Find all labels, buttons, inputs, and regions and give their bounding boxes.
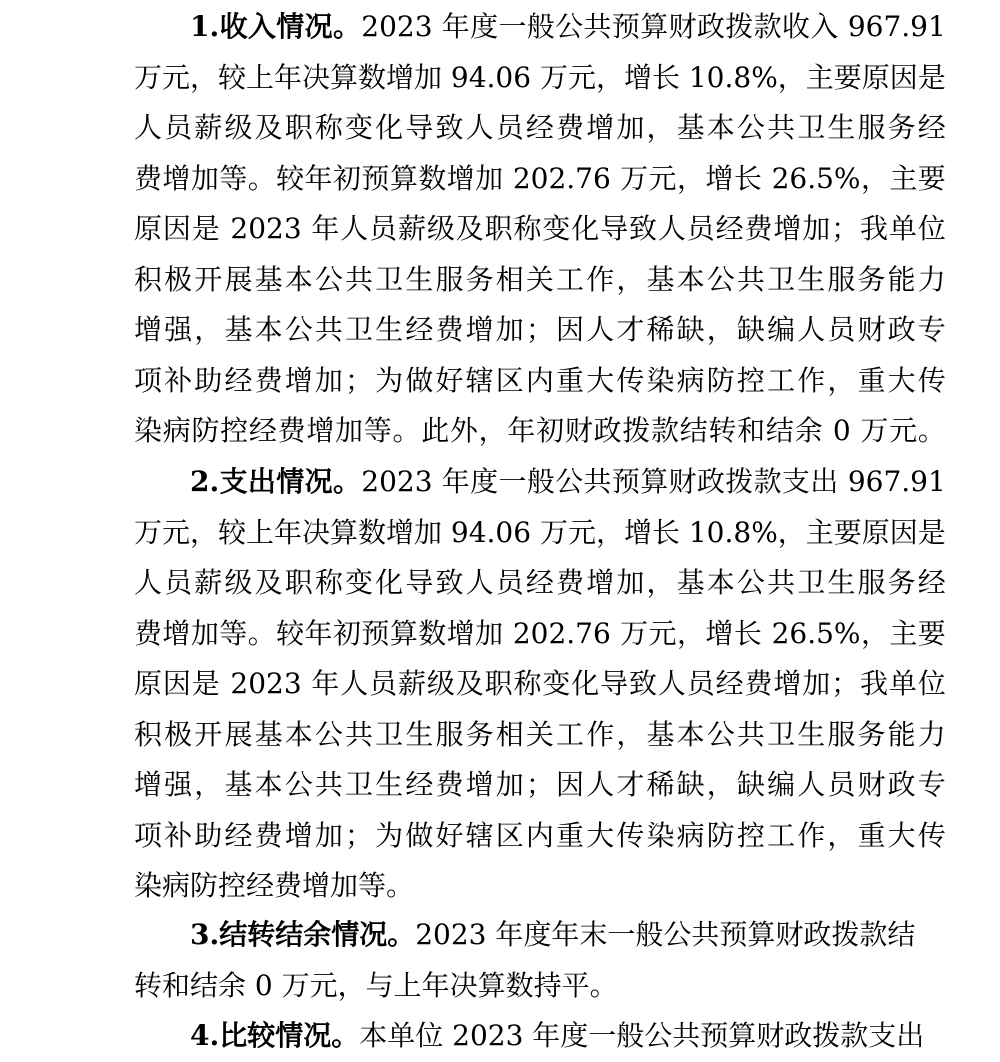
paragraph-line: 万元，较上年决算数增加 94.06 万元，增长 10.8%，主要原因是 (134, 60, 946, 94)
paragraph-line: 原因是 2023 年人员薪级及职称变化导致人员经费增加；我单位 (134, 667, 946, 700)
section-carryover (134, 910, 915, 1011)
paragraph-line: 2.支出情况。2023 年度一般公共预算财政拨款支出 967.91 (190, 465, 946, 498)
section-heading: 3.结转结余情况。 (190, 918, 416, 951)
paragraph-line: 4.比较情况。本单位 2023 年度一般公共预算财政拨款支出 (190, 1019, 925, 1052)
section-heading: 4.比较情况。 (190, 1019, 360, 1052)
paragraph-line: 人员薪级及职称变化导致人员经费增加，基本公共卫生服务经 (134, 566, 946, 599)
paragraph-line: 增强，基本公共卫生经费增加；因人才稀缺，缺编人员财政专 (134, 313, 946, 346)
paragraph-line: 费增加等。较年初预算数增加 202.76 万元，增长 26.5%，主要 (134, 616, 946, 650)
paragraph-line: 积极开展基本公共卫生服务相关工作，基本公共卫生服务能力 (134, 717, 946, 751)
paragraph-line: 万元，较上年决算数增加 94.06 万元，增长 10.8%，主要原因是 (134, 515, 946, 549)
paragraph-line: 染病防控经费增加等。 (134, 869, 415, 902)
section-heading: 1.收入情况。 (190, 10, 362, 43)
paragraph-line: 1.收入情况。2023 年度一般公共预算财政拨款收入 967.91 (190, 10, 946, 43)
section-heading: 2.支出情况。 (190, 465, 362, 498)
paragraph-line: 积极开展基本公共卫生服务相关工作，基本公共卫生服务能力 (134, 262, 946, 296)
paragraph-line: 3.结转结余情况。2023 年度年末一般公共预算财政拨款结 (190, 918, 916, 951)
paragraph-line: 项补助经费增加；为做好辖区内重大传染病防控工作，重大传 (134, 363, 946, 397)
section-comparison (134, 1011, 924, 1062)
paragraph-line: 原因是 2023 年人员薪级及职称变化导致人员经费增加；我单位 (134, 212, 946, 245)
paragraph-line: 增强，基本公共卫生经费增加；因人才稀缺，缺编人员财政专 (134, 768, 946, 801)
section-income (134, 2, 946, 457)
paragraph-line: 费增加等。较年初预算数增加 202.76 万元，增长 26.5%，主要 (134, 161, 946, 195)
paragraph-line: 人员薪级及职称变化导致人员经费增加，基本公共卫生服务经 (134, 111, 946, 144)
paragraph-line: 染病防控经费增加等。此外，年初财政拨款结转和结余 0 万元。 (134, 414, 946, 447)
paragraph-line: 转和结余 0 万元，与上年决算数持平。 (134, 968, 618, 1002)
paragraph-line: 项补助经费增加；为做好辖区内重大传染病防控工作，重大传 (134, 818, 946, 852)
section-expenditure (134, 457, 946, 912)
